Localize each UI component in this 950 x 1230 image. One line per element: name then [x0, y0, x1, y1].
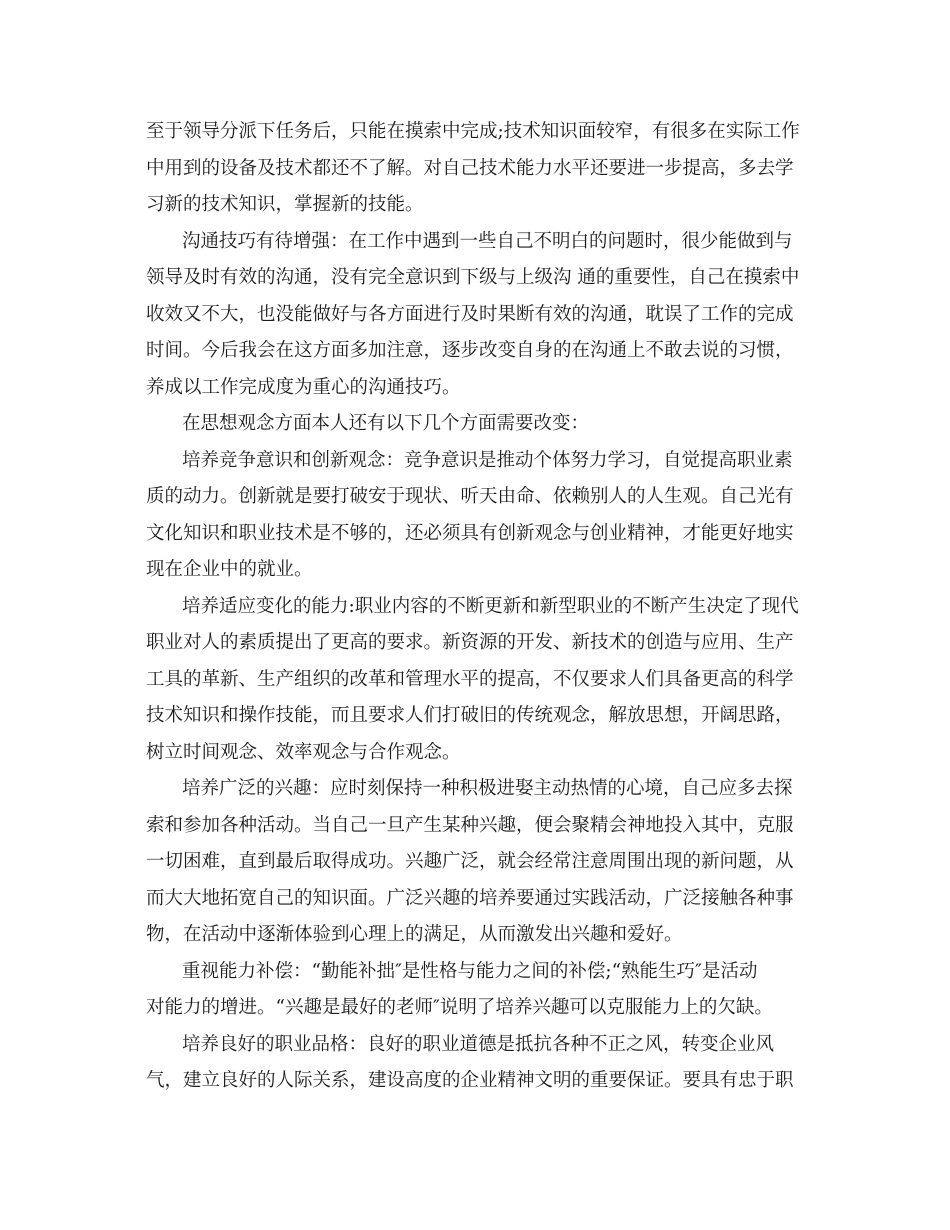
text-line: 养成以工作完成度为重心的沟通技巧。: [146, 376, 461, 398]
text-line: 气，建立良好的人际关系，建设高度的企业精神文明的重要保证。要具有忠于职: [146, 1070, 794, 1091]
paragraph-start-line: 重视能力补偿：“勤能补拙″是性格与能力之间的补偿;“熟能生巧″是活动: [182, 960, 758, 982]
paragraph-start-line: 培养良好的职业品格：良好的职业道德是抵抗各种不正之风，转变企业风: [182, 1033, 775, 1055]
paragraph-start-line: 培养竞争意识和创新观念：竞争意识是推动个体努力学习，自觉提高职业素: [182, 449, 793, 471]
text-line: 质的动力。创新就是要打破安于现状、听天由命、依赖别人的人生观。自己光有: [146, 486, 794, 507]
paragraph-start-line: 沟通技巧有待增强：在工作中遇到一些自己不明白的问题时，很少能做到与: [182, 230, 793, 252]
text-line: 文化知识和职业技术是不够的，还必须具有创新观念与创业精神，才能更好地实: [146, 522, 794, 544]
text-line: 至于领导分派下任务后，只能在摸索中完成;技术知识面较窄，有很多在实际工作: [146, 121, 800, 142]
text-line: 中用到的设备及技术都还不了解。对自己技术能力水平还要进一步提高，多去学: [146, 157, 794, 179]
text-line: 对能力的增进。“兴趣是最好的老师″说明了培养兴趣可以克服能力上的欠缺。: [146, 997, 773, 1018]
document-page: [146, 114, 814, 1100]
text-line: 物，在活动中逐渐体验到心理上的满足，从而激发出兴趣和爱好。: [146, 924, 683, 945]
text-line: 现在企业中的就业。: [146, 559, 313, 580]
text-line: 职业对人的素质提出了更高的要求。新资源的开发、新技术的创造与应用、生产: [146, 632, 794, 653]
text-line: 习新的技术知识，掌握新的技能。: [146, 194, 424, 215]
text-line: 树立时间观念、效率观念与合作观念。: [146, 741, 461, 763]
text-line: 索和参加各种活动。当自己一旦产生某种兴趣，便会聚精会神地投入其中，克服: [146, 814, 794, 836]
text-line: 工具的革新、生产组织的改革和管理水平的提高，不仅要求人们具备更高的科学: [146, 668, 794, 690]
paragraph-start-line: 培养适应变化的能力:职业内容的不断更新和新型职业的不断产生决定了现代: [182, 595, 799, 617]
paragraph-start-line: 在思想观念方面本人还有以下几个方面需要改变：: [182, 413, 590, 434]
paragraph-start-line: 培养广泛的兴趣：应时刻保持一种积极进娶主动热情的心境，自己应多去探: [182, 778, 793, 799]
text-line: 一切困难，直到最后取得成功。兴趣广泛，就会经常注意周围出现的新问题，从: [146, 851, 794, 872]
text-line: 而大大地拓宽自己的知识面。广泛兴趣的培养要通过实践活动，广泛接触各种事: [146, 887, 794, 909]
text-line: 领导及时有效的沟通，没有完全意识到下级与上级沟 通的重要性，自己在摸索中: [146, 267, 800, 288]
text-line: 时间。今后我会在这方面多加注意，逐步改变自身的在沟通上不敢去说的习惯，: [146, 340, 794, 361]
text-line: 收效又不大，也没能做好与各方面进行及时果断有效的沟通，耽误了工作的完成: [146, 303, 794, 325]
text-line: 技术知识和操作技能，而且要求人们打破旧的传统观念，解放思想，开阔思路，: [146, 705, 794, 726]
